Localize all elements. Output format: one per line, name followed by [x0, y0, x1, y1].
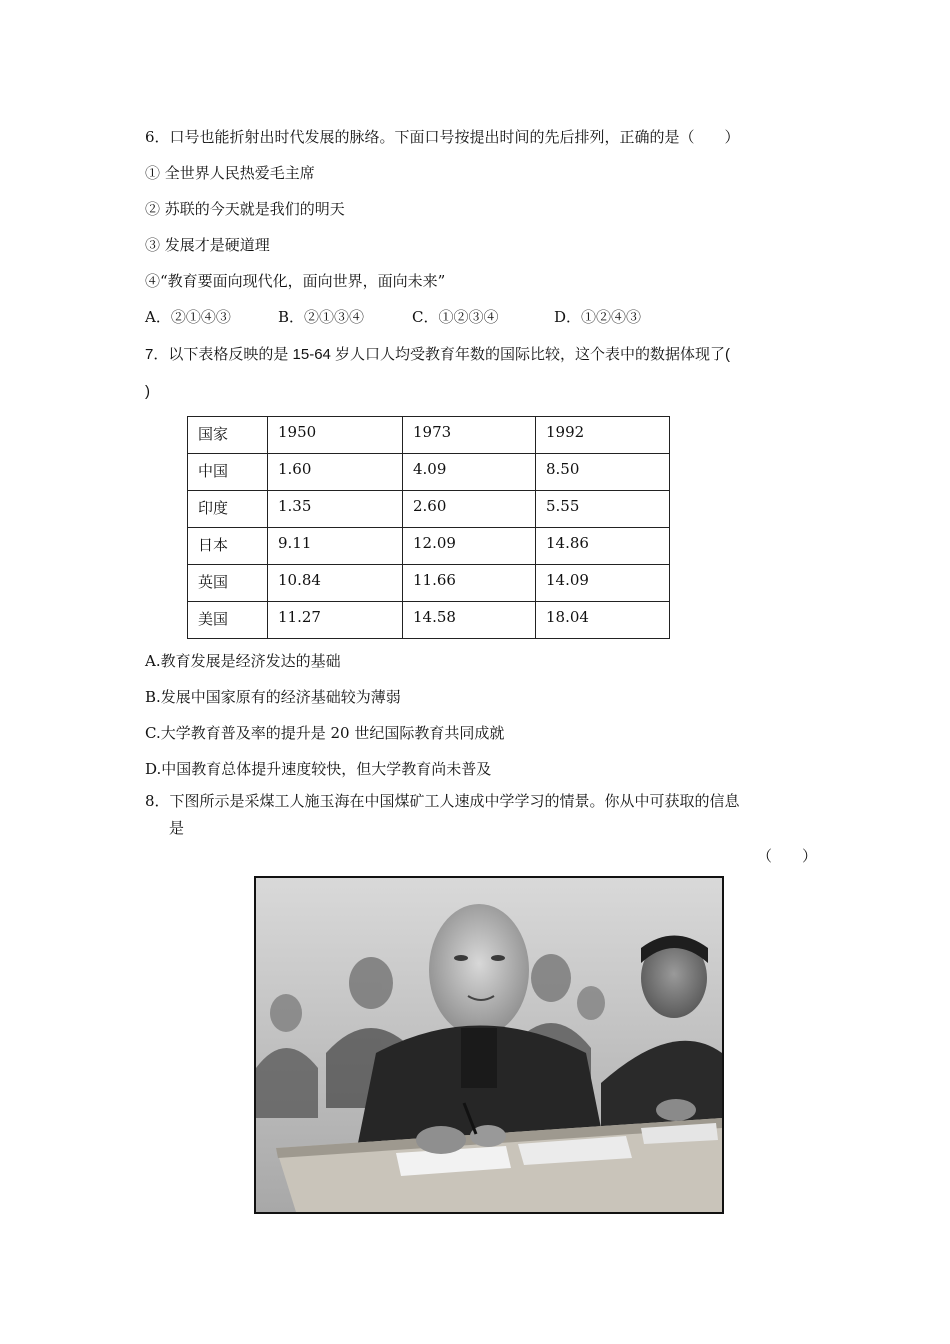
table-cell: 18.04	[536, 602, 670, 639]
q7-option-c: C.大学教育普及率的提升是 20 世纪国际教育共同成就	[145, 724, 505, 742]
table-cell: 印度	[188, 491, 268, 528]
q6-option-b: B．②①③④	[278, 308, 365, 326]
table-cell: 4.09	[403, 454, 536, 491]
table-row	[188, 491, 670, 528]
q6-option-c: C．①②③④	[412, 308, 499, 326]
table-cell: 2.60	[403, 491, 536, 528]
table-cell: 12.09	[403, 528, 536, 565]
q7-option-d: D.中国教育总体提升速度较快，但大学教育尚未普及	[145, 760, 492, 778]
q8-answer-paren: （ ）	[757, 847, 818, 865]
table-header-row	[188, 417, 670, 454]
table-cell: 11.27	[268, 602, 403, 639]
q6-item-3: ③ 发展才是硬道理	[145, 236, 270, 254]
q6-option-a: A．②①④③	[145, 308, 231, 326]
q7-option-a: A.教育发展是经济发达的基础	[145, 652, 341, 670]
table-cell: 国家	[188, 417, 268, 454]
q8-stem: 8．下图所示是采煤工人施玉海在中国煤矿工人速成中学学习的情景。你从中可获取的信息	[145, 792, 740, 810]
table-cell: 14.09	[536, 565, 670, 602]
q6-options	[145, 307, 641, 327]
table-cell: 9.11	[268, 528, 403, 565]
q6-item-4: ④“教育要面向现代化，面向世界，面向未来”	[145, 272, 446, 290]
table-row	[188, 602, 670, 639]
table-cell: 美国	[188, 602, 268, 639]
table-row	[188, 454, 670, 491]
table-cell: 14.86	[536, 528, 670, 565]
table-cell: 11.66	[403, 565, 536, 602]
q6-stem: 6．口号也能折射出时代发展的脉络。下面口号按提出时间的先后排列，正确的是（ ）	[145, 128, 740, 146]
table-cell: 1973	[403, 417, 536, 454]
table-row	[188, 528, 670, 565]
table-cell: 14.58	[403, 602, 536, 639]
classroom-photo-illustration	[256, 878, 722, 1212]
table-cell: 中国	[188, 454, 268, 491]
table-cell: 5.55	[536, 491, 670, 528]
table-cell: 8.50	[536, 454, 670, 491]
q6-item-1: ① 全世界人民热爱毛主席	[145, 164, 315, 182]
table-cell: 10.84	[268, 565, 403, 602]
q7-option-b: B.发展中国家原有的经济基础较为薄弱	[145, 688, 401, 706]
classroom-photo	[254, 876, 724, 1214]
q7-stem: 7．以下表格反映的是 15-64 岁人口人均受教育年数的国际比较，这个表中的数据体现了(	[145, 346, 731, 363]
table-cell: 1.60	[268, 454, 403, 491]
q6-option-d: D．①②④③	[554, 308, 642, 326]
table-cell: 1.35	[268, 491, 403, 528]
table-row	[188, 565, 670, 602]
q7-paren-close: )	[145, 383, 150, 400]
table-cell: 1992	[536, 417, 670, 454]
q8-stem-continued: 是	[169, 819, 185, 837]
table-cell: 日本	[188, 528, 268, 565]
education-years-table	[187, 416, 670, 639]
table-cell: 英国	[188, 565, 268, 602]
q6-item-2: ② 苏联的今天就是我们的明天	[145, 200, 345, 218]
table-cell: 1950	[268, 417, 403, 454]
